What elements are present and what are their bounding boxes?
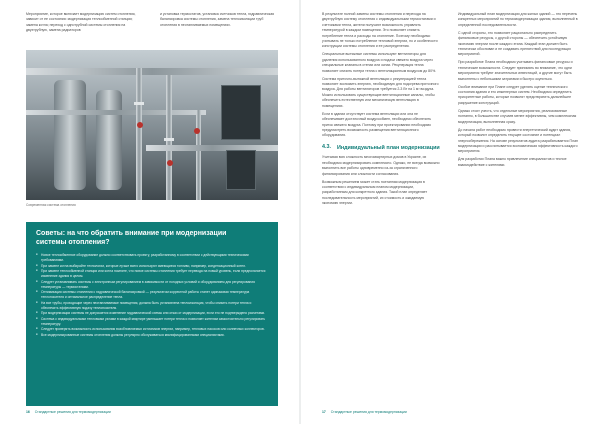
left-footer [26, 410, 111, 414]
tips-box [26, 222, 278, 406]
paragraph: Возможным решением может стать поэтапная модернизация в соответствии с индивидуальным планом модернизации, разработанным для конкретного здания. Такой план определяет последовательность мероприятий, их стоимость и ожидаемую экономию энергии. [322, 179, 428, 206]
right-column-1 [322, 12, 440, 209]
paragraph: Индивидуальный план модернизации для жилых зданий — это перечень конкретных мероприятий по термомодернизации здания, выполненный в определенной последовательности. [458, 12, 578, 27]
paragraph: Мероприятие, которое включает модернизацию систем отопления, зависит от ее состояния: модернизация теплообменной станции; замена котла; переход с однотрубной системы отопления на двухтрубную, замена радиаторов [26, 12, 136, 33]
tip-item: ■ Новое теплообменное оборудование должно соответствовать проекту, разработанному в соответствии с действующими техническими требованиями. [36, 253, 268, 263]
tip-item: ■ Все модернизированные системы отопления должны регулярно обслуживаться квалифицированными специалистами. [36, 333, 268, 338]
tip-item: ■ Следует проверять возможность использования возобновляемых источников энергии, например, тепловых насосов или солнечных коллекторов. [36, 327, 268, 332]
tip-item: ■ На все трубы, проходящие через неотапливаемые помещения, должна быть установлена теплоизоляция, чтобы снизить потери тепла и обеспечить эффективную подачу теплоносителя. [36, 301, 268, 311]
tips-list [36, 253, 268, 338]
tip-item: ■ Оптимизация системы отопления с гидравлической балансировкой — результатом корректной работы станет одинаковая температура теплоносителя и оптимальное распределение тепла. [36, 290, 268, 300]
tip-item: ■ Следует устанавливать системы с электронным регулированием в зависимости от погодных условий и оборудованием для регулирования температуры — термостатами. [36, 280, 268, 290]
left-intro-column-2 [160, 12, 278, 31]
paragraph: Система приточно-вытяжной вентиляции с рекуперацией тепла позволяет экономить энергию, необходимую для подогрева приточного воздуха. Для работы вентиляторов требуется 2-3 Вт на 1 м³ воздуха. Можно использовать существующие вентиляционные каналы, чтобы обеспечить естественную или механическую вентиляцию в помещениях. [322, 76, 439, 108]
page-number: 17 [322, 410, 326, 414]
right-column-2 [458, 12, 578, 171]
paragraph: и установка термостатов, установка счетчиков тепла, гидравлическая балансировка системы отопления, замена теплоизоляции труб отопления в неотапливаемых помещениях. [160, 12, 275, 27]
paragraph: До начала работ необходимо провести энергетический аудит здания, который позволит определить текущее состояние и потенциал энергосбережения. На основе результатов аудита разрабатывается План модернизации и рассчитывается экономическая эффективность каждого мероприятия. [458, 127, 578, 154]
paragraph: При разработке Плана необходимо учитывать финансовые ресурсы и технические возможности. Следует принимать во внимание, что одни мероприятия требуют значительных инвестиций, а другие могут быть выполнены с небольшими затратами и быстро окупиться. [458, 60, 573, 81]
heating-system-photo [26, 50, 278, 200]
tip-item: ■ Система с индивидуальными тепловыми узлами в каждой квартире уменьшает потери тепла и позволяет жителям самостоятельно регулировать температуру. [36, 317, 268, 327]
left-intro-column-1 [26, 12, 144, 36]
section-number: 4.3. [322, 143, 331, 150]
page-number: 16 [26, 410, 30, 414]
paragraph: Особое внимание при Плане следует уделять оценке технического состояния здания и его инженерных систем. Необходимо определить приоритетные работы, которые позволят предотвратить дальнейшее разрушение конструкций. [458, 84, 572, 105]
footer-text: Стандартные решения для термомодернизации [330, 410, 407, 414]
paragraph: Специальные вытяжные системы используют вентиляторы для удаления использованного воздуха и подачи свежего воздуха через специальные клапаны в стенах или окнах. Рекуперация тепла позволяет снизить потери тепла с вентиляционным воздухом до 80%. [322, 52, 437, 73]
section-title: Индивидуальный план модернизации [337, 144, 440, 151]
photo-caption: Современная система отопления [26, 203, 76, 207]
tips-title: Советы: на что обратить внимание при модернизации системы отопления? [36, 230, 227, 246]
paragraph: Однако стоит учесть, что отдельные мероприятия, реализованные поэтапно, в большинстве случаев менее эффективны, чем комплексная модернизация, выполненная сразу. [458, 108, 577, 124]
right-page [300, 0, 600, 424]
paragraph: С одной стороны, это позволяет рационально распределить финансовые ресурсы, с другой стороны — обеспечить устойчивую экономию энергии после каждого этапа. Каждый этап должен быть технически обоснован и не создавать препятствий для последующих мероприятий. [458, 30, 572, 57]
footer-text: Стандартные решения для термомодернизации [34, 410, 111, 414]
paragraph: В результате полной замены системы отопления и перехода на двухтрубную систему отопления с индивидуальными термостатами и счетчиками тепла, жители получают возможность управлять температурой в каждом помещении. Это позволяет снизить потребление тепла и расходы на отопление. Поэтому необходимо учитывать не только потребление тепловой энергии, но и особенности конструкции системы отопления и ее распределения. [322, 12, 438, 49]
paragraph: Если в здании отсутствует система вентиляции или она не обеспечивает достаточный воздухообмен, необходимо обеспечить приток свежего воздуха. Поэтому при проектировании необходимо предусмотреть возможность размещения вентиляционного оборудования. [322, 111, 432, 138]
tip-item: ■ При замене теплообменной станции или котла помните, что новое системы отопления требует перевода на новый уровень, если предполагается изменение здания в целом. [36, 269, 268, 279]
tip-item: ■ При модернизации системы не допускается изменение гидравлической схемы или отказ от модернизации, если это не подтверждено расчетами. [36, 311, 268, 316]
right-footer [322, 410, 407, 414]
paragraph: Для разработки Плана важно привлечение специалистов и тесное взаимодействие с жителями. [458, 157, 567, 167]
paragraph: Учитывая всю сложность многоквартирных домов в Украине, их необходимо модернизировать комплексно. Однако, не всегда возможно выполнить все работы одновременно из-за ограниченного финансирования или сложности согласования. [322, 155, 440, 176]
tip-item: ■ При замене котла выбирайте технологии, которые лучше всего используют имеющиеся топливо, например, конденсационный котел. [36, 264, 268, 269]
section-heading [322, 145, 440, 152]
